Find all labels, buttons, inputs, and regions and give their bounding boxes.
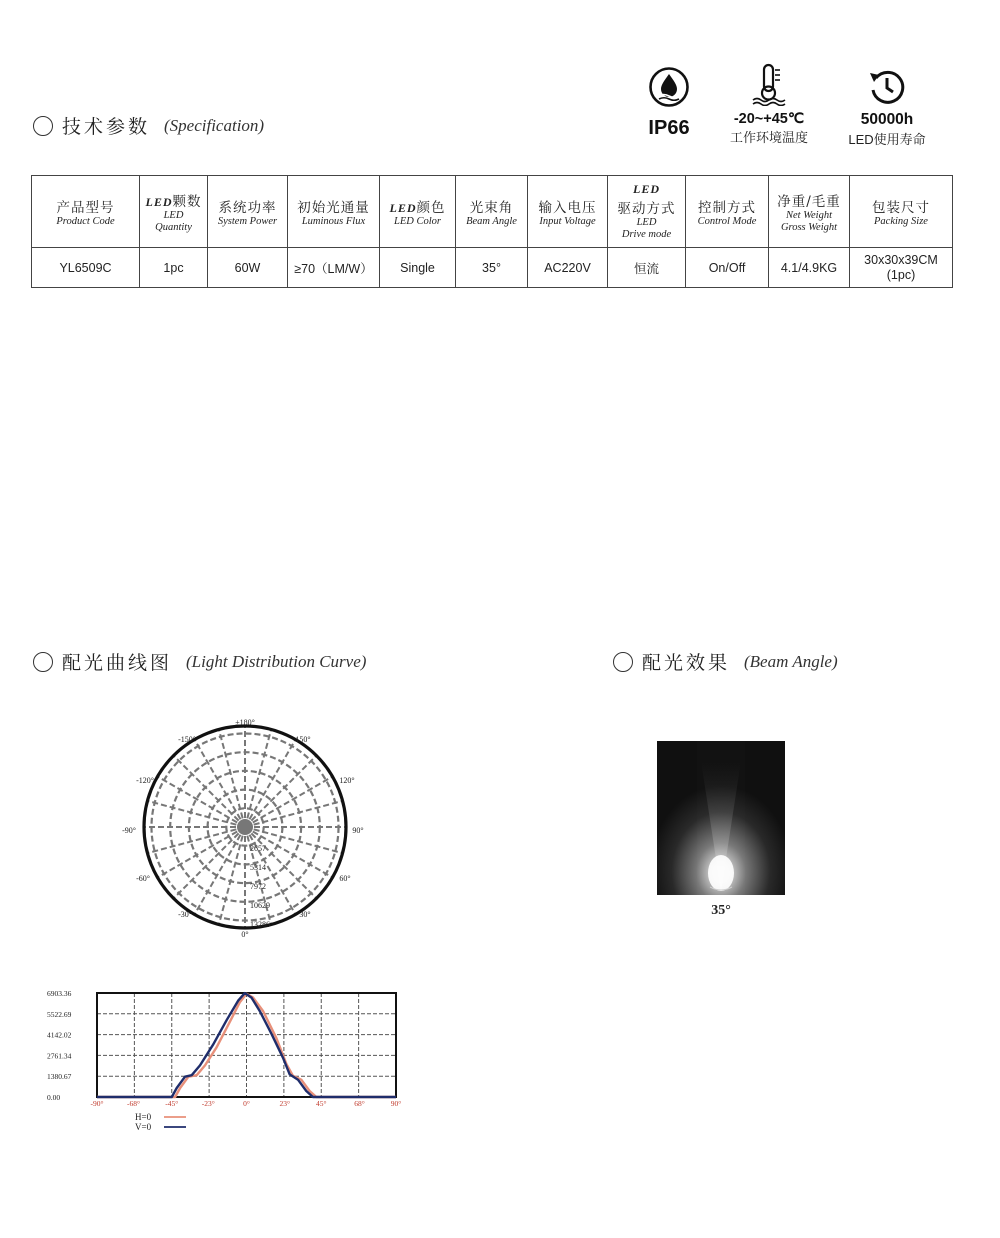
- cell-product-code: YL6509C: [32, 248, 140, 288]
- polar-grid: [144, 726, 346, 928]
- polar-angle-label: 90°: [352, 826, 364, 835]
- header-weight: 净重/毛重 Net Weight Gross Weight: [769, 176, 850, 248]
- circle-bullet-icon: [33, 116, 53, 136]
- header-system-power: 系统功率 System Power: [208, 176, 288, 248]
- chart-grid: [97, 993, 396, 1097]
- beam-effect-image: [657, 741, 785, 895]
- polar-spoke: [219, 827, 245, 925]
- ip-rating-badge: IP66: [636, 66, 702, 140]
- temperature-badge: -20~+45℃ 工作环境温度: [722, 62, 816, 146]
- header-control-mode: 控制方式 Control Mode: [686, 176, 769, 248]
- polar-center: [237, 819, 253, 835]
- header-drive-mode: LED 驱动方式 LED Drive mode: [608, 176, 686, 248]
- cell-input-voltage: AC220V: [528, 248, 608, 288]
- polar-angle-label: 120°: [339, 776, 355, 785]
- polar-angle-label: -30°: [178, 910, 192, 919]
- polar-spoke: [245, 756, 316, 827]
- y-tick-label: 5522.69: [47, 1009, 72, 1019]
- light-distribution-chart: [40, 985, 420, 1140]
- polar-distribution-diagram: [115, 715, 375, 940]
- polar-spoke: [158, 777, 245, 828]
- spec-table: [31, 175, 953, 288]
- spec-section-title: 技术参数 (Specification): [33, 112, 264, 139]
- chart-legend: [135, 1112, 186, 1132]
- legend-label: H=0: [135, 1112, 152, 1122]
- polar-angle-label: ±180°: [235, 718, 255, 727]
- thermometer-icon: [751, 62, 787, 106]
- polar-spoke: [147, 827, 245, 853]
- x-tick-label: -23°: [201, 1099, 215, 1108]
- x-tick-label: -90°: [90, 1099, 104, 1108]
- beam-angle-caption: 35°: [711, 903, 731, 918]
- curve-section-title: 配光曲线图 (Light Distribution Curve): [33, 648, 366, 675]
- y-tick-label: 4142.02: [47, 1030, 72, 1040]
- cell-drive-mode: 恒流: [608, 248, 686, 288]
- spec-header-row: [32, 176, 953, 248]
- polar-radial-label: 5314: [250, 863, 266, 872]
- polar-radial-label: 10629: [250, 901, 270, 910]
- x-tick-label: -68°: [127, 1099, 141, 1108]
- spec-value-row: [32, 248, 953, 288]
- polar-spoke: [195, 827, 246, 914]
- polar-radial-label: 7972: [250, 882, 266, 891]
- header-luminous-flux: 初始光通量 Luminous Flux: [288, 176, 380, 248]
- polar-angle-label: 30°: [299, 910, 311, 919]
- water-drop-icon: [648, 66, 690, 108]
- x-tick-label: 68°: [354, 1099, 365, 1108]
- cell-luminous-flux: ≥70（LM/W）: [288, 248, 380, 288]
- polar-angle-label: -150°: [178, 735, 196, 744]
- polar-angle-label: 0°: [241, 930, 249, 939]
- circle-bullet-icon: [613, 652, 633, 672]
- polar-angle-label: 60°: [339, 874, 351, 883]
- cell-led-color: Single: [380, 248, 456, 288]
- lifetime-badge: 50000h LED使用寿命: [840, 68, 934, 148]
- polar-angle-label: -60°: [136, 874, 150, 883]
- x-tick-label: 23°: [279, 1099, 290, 1108]
- polar-radial-label: 13286: [250, 920, 270, 929]
- cell-weight: 4.1/4.9KG: [769, 248, 850, 288]
- y-tick-label: 1380.67: [47, 1072, 72, 1082]
- x-tick-label: 0°: [243, 1099, 250, 1108]
- polar-radial-label: 2657: [250, 844, 266, 853]
- polar-angle-label: 150°: [295, 735, 311, 744]
- legend-label: V=0: [135, 1122, 152, 1132]
- x-tick-label: 45°: [316, 1099, 327, 1108]
- polar-angle-label: -120°: [136, 776, 154, 785]
- header-product-code: 产品型号 Product Code: [32, 176, 140, 248]
- cell-led-quantity: 1pc: [140, 248, 208, 288]
- polar-angle-label: -90°: [122, 826, 136, 835]
- y-tick-label: 6903.36: [47, 989, 72, 998]
- header-beam-angle: 光束角 Beam Angle: [456, 176, 528, 248]
- cell-control-mode: On/Off: [686, 248, 769, 288]
- header-input-voltage: 输入电压 Input Voltage: [528, 176, 608, 248]
- header-led-color: LED颜色 LED Color: [380, 176, 456, 248]
- series-line-0: [97, 994, 396, 1097]
- chart-tick-labels: [47, 989, 401, 1108]
- circle-bullet-icon: [33, 652, 53, 672]
- beam-section-title: 配光效果 (Beam Angle): [613, 648, 838, 675]
- polar-spoke: [174, 827, 245, 898]
- cell-system-power: 60W: [208, 248, 288, 288]
- polar-spoke: [245, 740, 296, 827]
- cell-beam-angle: 35°: [456, 248, 528, 288]
- clock-icon: [867, 68, 907, 106]
- polar-spoke: [147, 801, 245, 827]
- header-led-quantity: LED颗数 LED Quantity: [140, 176, 208, 248]
- y-tick-label: 2761.34: [47, 1051, 72, 1061]
- x-tick-label: 90°: [390, 1099, 402, 1108]
- x-tick-label: -45°: [165, 1099, 179, 1108]
- header-packing-size: 包装尺寸 Packing Size: [850, 176, 953, 248]
- cell-packing-size: 30x30x39CM (1pc): [850, 248, 953, 288]
- y-tick-label: 0.00: [47, 1093, 61, 1102]
